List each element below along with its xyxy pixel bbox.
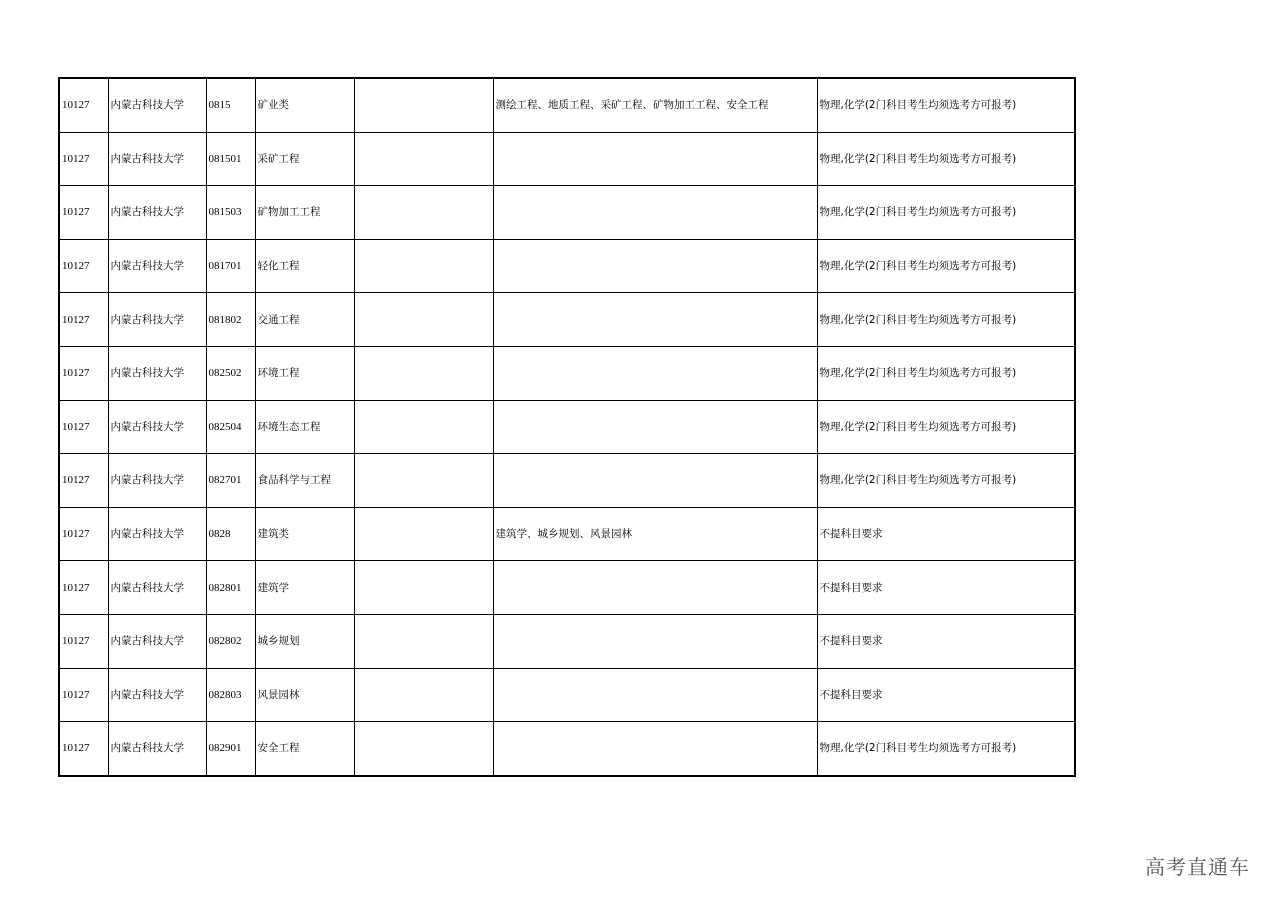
- cell-note: [354, 186, 493, 240]
- cell-major-code: 0815: [206, 78, 255, 132]
- cell-subject-requirement: 不提科目要求: [817, 507, 1075, 561]
- cell-major-code: 081503: [206, 186, 255, 240]
- cell-included-majors: [493, 454, 817, 508]
- cell-school-code: 10127: [59, 668, 108, 722]
- table-row: [59, 239, 1075, 293]
- cell-school-code: 10127: [59, 507, 108, 561]
- table-row: [59, 346, 1075, 400]
- cell-note: [354, 346, 493, 400]
- cell-school-name: 内蒙古科技大学: [108, 186, 206, 240]
- cell-school-name: 内蒙古科技大学: [108, 668, 206, 722]
- cell-subject-requirement: 物理,化学(2门科目考生均须选考方可报考): [817, 293, 1075, 347]
- table-row: [59, 668, 1075, 722]
- cell-note: [354, 722, 493, 776]
- cell-major-code: 081701: [206, 239, 255, 293]
- cell-subject-requirement: 不提科目要求: [817, 614, 1075, 668]
- cell-included-majors: [493, 400, 817, 454]
- cell-school-code: 10127: [59, 454, 108, 508]
- cell-major-name: 矿业类: [255, 78, 354, 132]
- cell-major-code: 0828: [206, 507, 255, 561]
- cell-subject-requirement: 物理,化学(2门科目考生均须选考方可报考): [817, 186, 1075, 240]
- admission-requirements-table: [58, 77, 1076, 777]
- table-row: [59, 293, 1075, 347]
- cell-included-majors: [493, 668, 817, 722]
- cell-note: [354, 561, 493, 615]
- cell-school-name: 内蒙古科技大学: [108, 293, 206, 347]
- cell-note: [354, 614, 493, 668]
- table-row: [59, 454, 1075, 508]
- cell-subject-requirement: 物理,化学(2门科目考生均须选考方可报考): [817, 78, 1075, 132]
- cell-subject-requirement: 不提科目要求: [817, 668, 1075, 722]
- watermark-text: 高考直通车: [1145, 855, 1250, 879]
- table-row: [59, 722, 1075, 776]
- table-row: [59, 400, 1075, 454]
- cell-major-code: 082502: [206, 346, 255, 400]
- cell-major-name: 安全工程: [255, 722, 354, 776]
- cell-major-name: 环境生态工程: [255, 400, 354, 454]
- cell-major-name: 风景园林: [255, 668, 354, 722]
- cell-major-code: 082504: [206, 400, 255, 454]
- cell-included-majors: [493, 132, 817, 186]
- cell-school-name: 内蒙古科技大学: [108, 346, 206, 400]
- cell-school-code: 10127: [59, 293, 108, 347]
- cell-included-majors: [493, 722, 817, 776]
- cell-major-name: 食品科学与工程: [255, 454, 354, 508]
- cell-included-majors: [493, 293, 817, 347]
- table-body: [59, 78, 1075, 776]
- table-row: [59, 614, 1075, 668]
- cell-school-code: 10127: [59, 346, 108, 400]
- cell-school-name: 内蒙古科技大学: [108, 78, 206, 132]
- cell-school-name: 内蒙古科技大学: [108, 239, 206, 293]
- cell-note: [354, 454, 493, 508]
- cell-major-code: 082901: [206, 722, 255, 776]
- cell-included-majors: [493, 186, 817, 240]
- cell-note: [354, 239, 493, 293]
- cell-subject-requirement: 物理,化学(2门科目考生均须选考方可报考): [817, 239, 1075, 293]
- cell-subject-requirement: 物理,化学(2门科目考生均须选考方可报考): [817, 400, 1075, 454]
- cell-school-code: 10127: [59, 239, 108, 293]
- cell-school-name: 内蒙古科技大学: [108, 722, 206, 776]
- cell-major-code: 082803: [206, 668, 255, 722]
- table-row: [59, 78, 1075, 132]
- cell-included-majors: [493, 614, 817, 668]
- cell-major-code: 082701: [206, 454, 255, 508]
- cell-note: [354, 293, 493, 347]
- cell-subject-requirement: 物理,化学(2门科目考生均须选考方可报考): [817, 132, 1075, 186]
- cell-note: [354, 507, 493, 561]
- cell-school-code: 10127: [59, 400, 108, 454]
- cell-included-majors: 建筑学、城乡规划、风景园林: [493, 507, 817, 561]
- cell-major-name: 建筑学: [255, 561, 354, 615]
- table-row: [59, 132, 1075, 186]
- cell-included-majors: [493, 561, 817, 615]
- cell-note: [354, 78, 493, 132]
- table-row: [59, 186, 1075, 240]
- cell-included-majors: [493, 346, 817, 400]
- cell-school-code: 10127: [59, 132, 108, 186]
- cell-included-majors: 测绘工程、地质工程、采矿工程、矿物加工工程、安全工程: [493, 78, 817, 132]
- cell-major-name: 城乡规划: [255, 614, 354, 668]
- cell-major-code: 082802: [206, 614, 255, 668]
- cell-school-code: 10127: [59, 561, 108, 615]
- cell-included-majors: [493, 239, 817, 293]
- cell-school-name: 内蒙古科技大学: [108, 454, 206, 508]
- cell-school-code: 10127: [59, 614, 108, 668]
- cell-major-code: 082801: [206, 561, 255, 615]
- cell-school-name: 内蒙古科技大学: [108, 614, 206, 668]
- cell-subject-requirement: 物理,化学(2门科目考生均须选考方可报考): [817, 454, 1075, 508]
- cell-school-code: 10127: [59, 722, 108, 776]
- cell-major-code: 081802: [206, 293, 255, 347]
- cell-subject-requirement: 物理,化学(2门科目考生均须选考方可报考): [817, 722, 1075, 776]
- cell-note: [354, 132, 493, 186]
- cell-major-name: 环境工程: [255, 346, 354, 400]
- cell-major-name: 采矿工程: [255, 132, 354, 186]
- cell-major-name: 矿物加工工程: [255, 186, 354, 240]
- cell-school-name: 内蒙古科技大学: [108, 507, 206, 561]
- cell-school-name: 内蒙古科技大学: [108, 400, 206, 454]
- cell-subject-requirement: 物理,化学(2门科目考生均须选考方可报考): [817, 346, 1075, 400]
- cell-subject-requirement: 不提科目要求: [817, 561, 1075, 615]
- cell-note: [354, 668, 493, 722]
- cell-school-name: 内蒙古科技大学: [108, 561, 206, 615]
- cell-school-code: 10127: [59, 186, 108, 240]
- cell-note: [354, 400, 493, 454]
- table-row: [59, 507, 1075, 561]
- table-row: [59, 561, 1075, 615]
- cell-major-code: 081501: [206, 132, 255, 186]
- cell-school-code: 10127: [59, 78, 108, 132]
- cell-major-name: 轻化工程: [255, 239, 354, 293]
- cell-major-name: 交通工程: [255, 293, 354, 347]
- cell-school-name: 内蒙古科技大学: [108, 132, 206, 186]
- cell-major-name: 建筑类: [255, 507, 354, 561]
